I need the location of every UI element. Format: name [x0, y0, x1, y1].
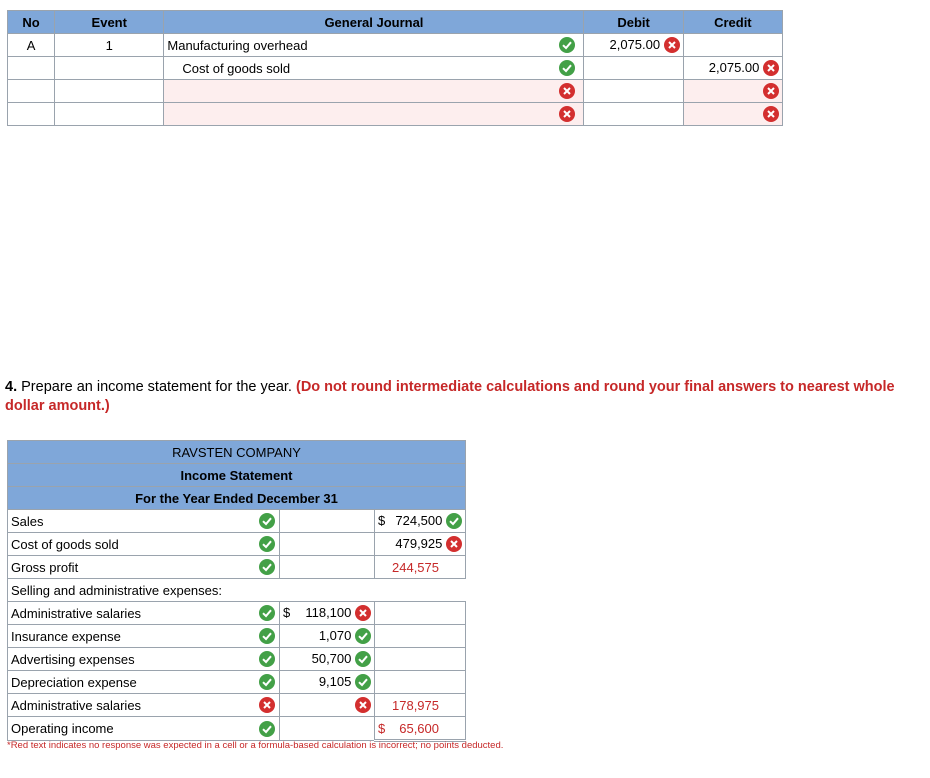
correct-check-icon: [559, 37, 575, 53]
amount-col3[interactable]: [375, 602, 466, 625]
correct-check-icon: [259, 605, 275, 621]
amount-col2[interactable]: [280, 717, 375, 741]
journal-row: [8, 80, 783, 103]
row-label[interactable]: Advertising expenses: [8, 648, 256, 671]
amount-col3[interactable]: [375, 671, 466, 694]
amount-col3: [375, 579, 466, 602]
statement-title: Income Statement: [8, 464, 466, 487]
debit-cell[interactable]: [584, 57, 683, 80]
amount-col3[interactable]: [375, 510, 466, 533]
account-cell[interactable]: [164, 34, 552, 57]
dollar-sign: $: [283, 604, 291, 620]
header-no: No: [8, 11, 55, 34]
row-label[interactable]: Operating income: [8, 717, 256, 741]
no-cell[interactable]: [8, 57, 55, 80]
row-label[interactable]: Administrative salaries: [8, 602, 256, 625]
account-cell[interactable]: [164, 80, 552, 103]
correct-check-icon: [355, 628, 371, 644]
no-cell[interactable]: [8, 80, 55, 103]
account-cell[interactable]: [164, 103, 552, 126]
incorrect-x-icon: [559, 83, 575, 99]
amount-col3: 244,575: [375, 556, 466, 579]
amount-col3[interactable]: [375, 625, 466, 648]
journal-table: [7, 10, 783, 126]
dollar-sign: $: [378, 720, 386, 736]
company-name: RAVSTEN COMPANY: [8, 441, 466, 464]
account-value: Cost of goods sold: [182, 60, 291, 76]
row-label[interactable]: Administrative salaries: [8, 694, 256, 717]
incorrect-x-icon: [763, 60, 779, 76]
question-instruction: (Do not round intermediate calculations and round your final answers to nearest whole dollar amount.): [5, 379, 895, 414]
no-cell[interactable]: [8, 103, 55, 126]
statement-row: [8, 694, 466, 717]
amount-value: 9,105: [318, 673, 352, 689]
footnote: *Red text indicates no response was expected in a cell or a formula-based calculation is incorrect; no points deducted.: [7, 740, 504, 751]
account-cell[interactable]: [164, 57, 552, 80]
statement-row: [8, 648, 466, 671]
event-cell[interactable]: [55, 57, 164, 80]
incorrect-x-icon: [559, 106, 575, 122]
amount-value: 118,100: [305, 604, 352, 620]
amount-value: 724,500: [395, 512, 443, 528]
amount-col2[interactable]: [280, 648, 375, 671]
debit-value: 2,075.00: [609, 36, 661, 52]
correct-check-icon: [559, 60, 575, 76]
journal-row: [8, 34, 783, 57]
credit-cell[interactable]: [683, 57, 782, 80]
amount-value: 65,600: [399, 720, 439, 736]
header-credit: Credit: [683, 11, 782, 34]
event-cell[interactable]: [55, 103, 164, 126]
amount-col3[interactable]: [375, 648, 466, 671]
correct-check-icon: [259, 721, 275, 737]
account-value: Manufacturing overhead: [167, 37, 308, 53]
event-cell[interactable]: 1: [55, 34, 164, 57]
correct-check-icon: [259, 674, 275, 690]
correct-check-icon: [259, 651, 275, 667]
amount-value: 479,925: [395, 535, 443, 551]
amount-value: 1,070: [318, 627, 352, 643]
incorrect-x-icon: [664, 37, 680, 53]
amount-col2[interactable]: [280, 602, 375, 625]
statement-row: [8, 671, 466, 694]
statement-row: [8, 556, 466, 579]
correct-check-icon: [446, 513, 462, 529]
journal-row: [8, 57, 783, 80]
amount-col2[interactable]: [280, 510, 375, 533]
statement-row: [8, 579, 466, 602]
question-prompt: Prepare an income statement for the year.: [21, 379, 292, 395]
incorrect-x-icon: [355, 697, 371, 713]
incorrect-x-icon: [763, 106, 779, 122]
correct-check-icon: [259, 559, 275, 575]
income-statement-table: [7, 440, 466, 742]
incorrect-x-icon: [446, 536, 462, 552]
dollar-sign: $: [378, 512, 386, 528]
amount-col3[interactable]: [375, 533, 466, 556]
row-label: Selling and administrative expenses:: [8, 579, 280, 602]
incorrect-x-icon: [259, 697, 275, 713]
event-cell[interactable]: [55, 80, 164, 103]
debit-cell[interactable]: [584, 80, 683, 103]
credit-cell[interactable]: [683, 103, 782, 126]
correct-check-icon: [259, 536, 275, 552]
header-general-journal: General Journal: [164, 11, 584, 34]
statement-row: [8, 717, 466, 741]
amount-col2: [280, 579, 375, 602]
amount-col2[interactable]: [280, 533, 375, 556]
statement-row: [8, 510, 466, 533]
statement-row: [8, 533, 466, 556]
correct-check-icon: [355, 674, 371, 690]
question-number: 4.: [5, 379, 18, 395]
credit-cell[interactable]: [683, 34, 782, 57]
row-label[interactable]: Cost of goods sold: [8, 533, 256, 556]
statement-period: For the Year Ended December 31: [8, 487, 466, 510]
no-cell[interactable]: A: [8, 34, 55, 57]
amount-col2[interactable]: [280, 556, 375, 579]
credit-cell[interactable]: [683, 80, 782, 103]
debit-cell[interactable]: [584, 103, 683, 126]
journal-row: [8, 103, 783, 126]
statement-row: [8, 625, 466, 648]
debit-cell[interactable]: [584, 34, 683, 57]
credit-value: 2,075.00: [708, 59, 760, 75]
correct-check-icon: [259, 628, 275, 644]
correct-check-icon: [355, 651, 371, 667]
row-label[interactable]: Insurance expense: [8, 625, 256, 648]
row-label[interactable]: Sales: [8, 510, 256, 533]
question-text: [5, 378, 925, 416]
amount-col2[interactable]: [280, 671, 375, 694]
incorrect-x-icon: [355, 605, 371, 621]
journal-header-row: [8, 11, 783, 34]
header-event: Event: [55, 11, 164, 34]
amount-col3: 178,975: [375, 694, 466, 717]
incorrect-x-icon: [763, 83, 779, 99]
row-label[interactable]: Gross profit: [8, 556, 256, 579]
amount-col3: [375, 717, 466, 741]
header-debit: Debit: [584, 11, 683, 34]
statement-row: [8, 602, 466, 625]
correct-check-icon: [259, 513, 275, 529]
amount-col2[interactable]: [280, 625, 375, 648]
amount-value: 50,700: [311, 650, 352, 666]
row-label[interactable]: Depreciation expense: [8, 671, 256, 694]
amount-col2[interactable]: [280, 694, 375, 717]
